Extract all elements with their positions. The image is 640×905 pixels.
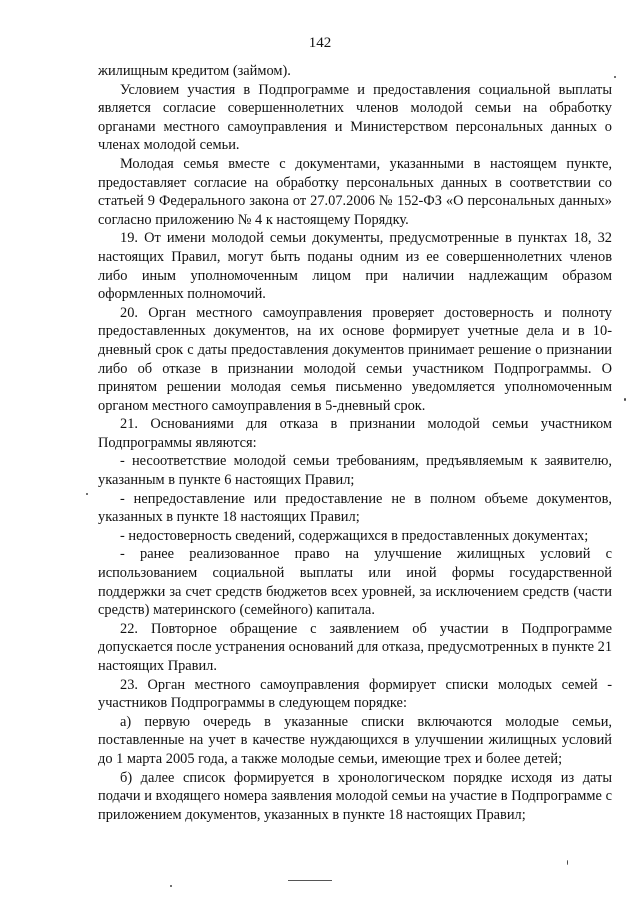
paragraph: жилищным кредитом (займом). <box>98 63 291 79</box>
list-item: - несоответствие молодой семьи требованиям, предъявляемым к заявителю, указанным в пункте 6 настоящих Правил; <box>98 453 612 489</box>
footer-rule <box>288 880 332 881</box>
paragraph-item-19: 19. От имени молодой семьи документы, предусмотренные в пунктах 18, 32 настоящих Правил, могут быть поданы одним из ее совершеннолетних членов либо иным уполномоченным лицом при наличии надлежащим образом оформленных полномочий. <box>98 230 612 303</box>
list-item: - непредоставление или предоставление не в полном объеме документов, указанных в пункте 18 настоящих Правил; <box>98 490 612 526</box>
page-number: 142 <box>308 35 332 51</box>
paragraph-item-22: 22. Повторное обращение с заявлением об участии в Подпрограмме допускается после устранения оснований для отказа, предусмотренных в пункте 21 настоящих Правил. <box>98 620 613 674</box>
paragraph-item-23: 23. Орган местного самоуправления формирует списки молодых семей - участников Подпрограммы в следующем порядке: <box>98 676 612 712</box>
list-item: - ранее реализованное право на улучшение жилищных условий с использованием социальной выплаты или иной формы государственной поддержки за счет средств бюджетов всех уровней, за исключением средств (части средств) материнского (семейного) капитала. <box>98 546 612 619</box>
scan-speck <box>170 885 172 887</box>
paragraph: Молодая семья вместе с документами, указанными в настоящем пункте, предоставляет согласие на обработку персональных данных в соответствии со статьей 9 Федерального закона от 27.07.2006 № 152-ФЗ «О персональных данных» согласно приложению № 4 к настоящему Порядку. <box>98 155 612 228</box>
paragraph-item-20: 20. Орган местного самоуправления проверяет достоверность и полноту предоставленных документов, на их основе формирует учетные дела и в 10-дневный срок с даты предоставления документов принимает решение о признании либо об отказе в признании молодой семьи участником Подпрограммы. О принятом решении молодая семья письменно уведомляется уполномоченным органом местного самоуправления в 5-дневный срок. <box>98 304 612 414</box>
scan-speck <box>614 76 616 78</box>
document-body <box>98 62 612 824</box>
list-item: а) первую очередь в указанные списки включаются молодые семьи, поставленные на учет в качестве нуждающихся в улучшении жилищных условий до 1 марта 2005 года, а также молодые семьи, имеющие трех и более детей; <box>98 713 612 767</box>
paragraph: Условием участия в Подпрограмме и предоставления социальной выплаты является согласие совершеннолетних членов молодой семьи на обработку органами местного самоуправления и Министерством персональных данных о членах молодой семьи. <box>98 81 612 154</box>
scan-speck <box>567 860 568 865</box>
scan-speck <box>624 398 626 401</box>
list-item: - недостоверность сведений, содержащихся в предоставленных документах; <box>120 527 589 544</box>
scan-speck <box>86 493 88 495</box>
list-item: б) далее список формируется в хронологическом порядке исходя из даты подачи и входящего номера заявления молодой семьи на участие в Подпрограмме с приложением документов, указанных в пункте 18 настоящих Правил; <box>98 769 612 823</box>
paragraph-item-21: 21. Основаниями для отказа в признании молодой семьи участником Подпрограммы являются: <box>98 416 612 451</box>
